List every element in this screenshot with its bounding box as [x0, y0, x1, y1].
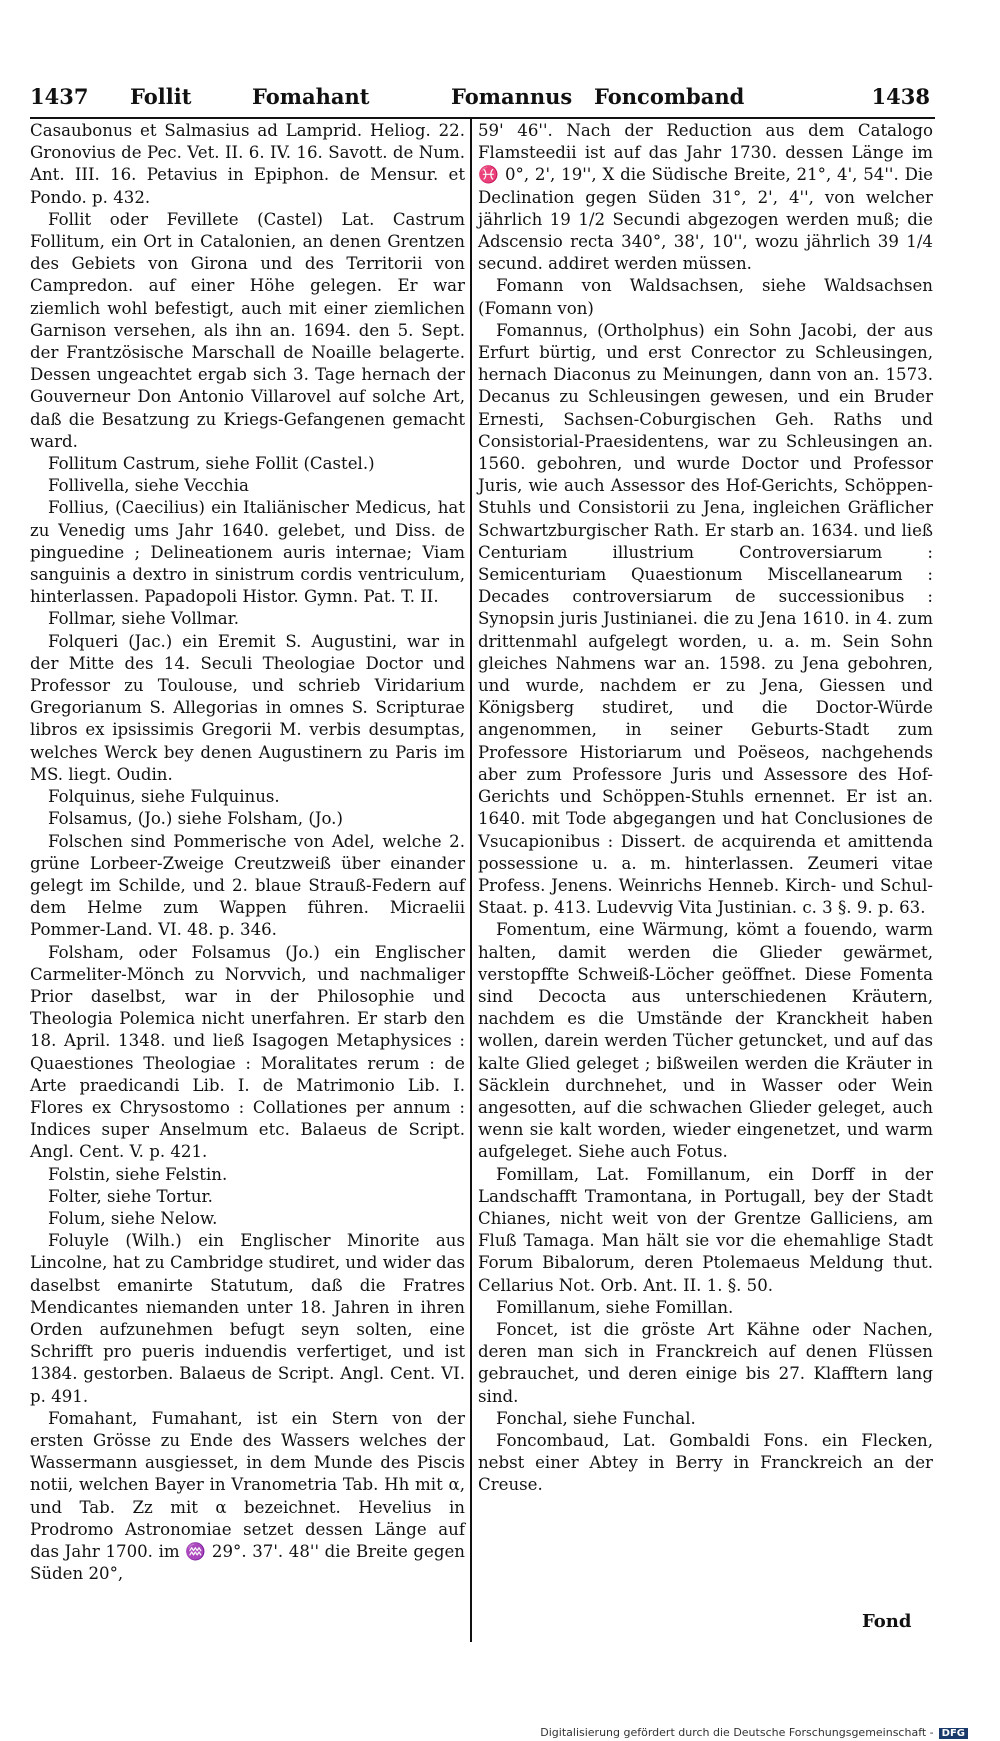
page-number-right: 1438	[871, 84, 930, 109]
right-column	[478, 120, 933, 1497]
lexicon-entry: Foncet, ist die gröste Art Kähne oder Nachen, deren man sich in Franckreich auf denen Flüssen gebrauchet, und deren einige bis 27. Klafftern lang sind.	[478, 1319, 933, 1406]
lexicon-entry: Fomentum, eine Wärmung, kömt a fouendo, warm halten, damit werden die Glieder gewärmet, verstopffte Schweiß-Löcher geöffnet. Diese Fomenta sind Decocta aus unterschiedenen Kräutern, nachdem es die Umstände der Kranckheit haben wollen, darein werden Tücher getuncket, und auf das kalte Glied geleget ; bißweilen werden die Kräuter in Säcklein durchnehet, und in Wasser oder Wein angesotten, auf die schwachen Glieder geleget, auch wenn sie kalt worden, wieder eingenetzet, und warm aufgeleget. Siehe auch Fotus.	[478, 920, 933, 1162]
lexicon-entry: 59' 46''. Nach der Reduction aus dem Catalogo Flamsteedii ist auf das Jahr 1730. dessen Länge im ♓ 0°, 2', 19'', X die Südische Breite, 21°, 4', 54''. Die Declination gegen Süden 31°, 2', 4'', von welcher jährlich 19 1/2 Secundi abgezogen werden muß; die Adscensio recta 340°, 38', 10'', wozu jährlich 39 1/4 secund. addiret werden müssen.	[478, 121, 933, 274]
catchword: Fond	[862, 1611, 912, 1632]
digitization-footer	[540, 1726, 968, 1740]
lexicon-entry: Folsamus, (Jo.) siehe Folsham, (Jo.)	[48, 809, 343, 829]
lexicon-entry: Casaubonus et Salmasius ad Lamprid. Heliog. 22. Gronovius de Pec. Vet. II. 6. IV. 16. Savott. de Num. Ant. III. 16. Petavius in Epiphon. de Mensur. et Pondo. p. 432.	[30, 121, 465, 207]
lexicon-entry: Follmar, siehe Vollmar.	[48, 609, 239, 629]
page-number-left: 1437	[30, 84, 89, 109]
lexicon-entry: Follivella, siehe Vecchia	[48, 476, 249, 496]
lexicon-entry: Folschen sind Pommerische von Adel, welche 2. grüne Lorbeer-Zweige Creutzweiß über einander gelegt im Schilde, und 2. blaue Strauß-Federn auf dem Helme zum Wappen führen. Micraelii Pommer-Land. VI. 48. p. 346.	[30, 831, 465, 940]
lexicon-entry: Fomahant, Fumahant, ist ein Stern von der ersten Grösse zu Ende des Wassers welches der Wassermann ausgiesset, in dem Munde des Piscis notii, welchen Bayer in Vranometria Tab. Hh mit α, und Tab. Zz mit α bezeichnet. Hevelius in Prodromo Astronomiae setzet dessen Länge auf das Jahr 1700. im ♒ 29°. 37'. 48'' die Breite gegen Süden 20°,	[30, 1408, 465, 1584]
lexicon-entry: Folquinus, siehe Fulquinus.	[48, 787, 280, 807]
lexicon-entry: Fomann von Waldsachsen, siehe Waldsachsen (Fomann von)	[478, 276, 933, 318]
lexicon-entry: Foncombaud, Lat. Gombaldi Fons. ein Flecken, nebst einer Abtey in Berry in Franckreich an der Creuse.	[478, 1430, 933, 1495]
header-rule	[30, 117, 935, 119]
lexicon-entry: Folter, siehe Tortur.	[48, 1186, 213, 1206]
footer-text: Digitalisierung gefördert durch die Deutsche Forschungsgemeinschaft -	[540, 1726, 934, 1739]
lexicon-entry: Foluyle (Wilh.) ein Englischer Minorite aus Lincolne, hat zu Cambridge studiret, und wider das daselbst emanirte Statutum, daß die Fratres Mendicantes niemanden unter 18. Jahren in ihren Orden aufzunehmen befugt seyn solten, eine Schrifft pro pueris induendis verfertiget, und ist 1384. gestorben. Balaeus de Script. Angl. Cent. VI. p. 491.	[30, 1231, 465, 1406]
left-column	[30, 120, 465, 1585]
header-word-fomannus: Fomannus	[451, 84, 573, 109]
dfg-logo: DFG	[939, 1728, 968, 1739]
header-word-follit: Follit	[130, 84, 192, 109]
lexicon-entry: Fomillanum, siehe Fomillan.	[496, 1297, 734, 1317]
lexicon-entry: Folum, siehe Nelow.	[48, 1208, 218, 1228]
lexicon-entry: Follius, (Caecilius) ein Italiänischer Medicus, hat zu Venedig ums Jahr 1640. gelebet, und Diss. de pinguedine ; Delineationem auris internae; Viam sanguinis a dextro in sinistrum cordis ventriculum, hinterlassen. Papadopoli Histor. Gymn. Pat. T. II.	[30, 498, 465, 607]
lexicon-entry: Folsham, oder Folsamus (Jo.) ein Englischer Carmeliter-Mönch zu Norvvich, und nachmaliger Prior daselbst, war in der Philosophie und Theologia Polemica nicht unerfahren. Er starb den 18. April. 1348. und ließ Isagogen Metaphysices : Quaestiones Theologiae : Moralitates rerum : de Arte praedicandi Lib. I. de Matrimonio Lib. I. Flores ex Chrysostomo : Collationes per annum : Indices super Anselmum etc. Balaeus de Script. Angl. Cent. V. p. 421.	[30, 942, 465, 1162]
lexicon-entry: Follit oder Fevillete (Castel) Lat. Castrum Follitum, ein Ort in Catalonien, an denen Grentzen des Gebiets von Girona und des Territorii von Campredon. auf einer Höhe gelegen. Er war ziemlich wohl befestigt, auch mit einer ziemlichen Garnison versehen, als ihn an. 1694. den 5. Sept. der Frantzösische Marschall de Noaille belagerte. Dessen ungeachtet ergab sich 3. Tage hernach der Gouverneur Don Antonio Villarovel auf solche Art, daß die Besatzung zu Kriegs-Gefangenen gemacht ward.	[30, 209, 465, 451]
lexicon-entry: Folqueri (Jac.) ein Eremit S. Augustini, war in der Mitte des 14. Seculi Theologiae Doctor und Professor zu Toulouse, und schrieb Viridarium Gregorianum S. Allegorias in omnes S. Scripturae libros ex ipsissimis Gregorii M. verbis desumptas, welches Werck bey denen Augustinern zu Paris im MS. liegt. Oudin.	[30, 631, 465, 784]
header-word-foncomband: Foncomband	[594, 84, 745, 109]
header-word-fomahant: Fomahant	[252, 84, 370, 109]
column-divider	[470, 118, 472, 1642]
running-header	[30, 76, 930, 116]
lexicon-entry: Folstin, siehe Felstin.	[48, 1164, 228, 1184]
lexicon-entry: Fomillam, Lat. Fomillanum, ein Dorff in der Landschafft Tramontana, in Portugall, bey der Stadt Chianes, nicht weit von der Grentze Galliciens, am Fluß Tamaga. Man hält sie vor die ehemahlige Stadt Forum Bibalorum, deren Ptolemaeus Meldung thut. Cellarius Not. Orb. Ant. II. 1. §. 50.	[478, 1164, 933, 1295]
lexicon-entry: Fonchal, siehe Funchal.	[496, 1408, 696, 1428]
lexicon-entry: Fomannus, (Ortholphus) ein Sohn Jacobi, der aus Erfurt bürtig, und erst Conrector zu Schleusingen, hernach Diaconus zu Meinungen, dann von an. 1573. Decanus zu Schleusingen gewesen, und ein Bruder Ernesti, Sachsen-Coburgischen Geh. Raths und Consistorial-Praesidentens, war zu Schleusingen an. 1560. gebohren, und wurde Doctor und Professor Juris, wie auch Assessor des Hof-Gerichts, Schöppen-Stuhls und Consistorii zu Jena, ingleichen Gräflicher Schwartzburgischer Rath. Er starb an. 1634. und ließ Centuriam illustrium Controversiarum : Semicenturiam Quaestionum Miscellanearum : Decades controversiarum de successionibus : Synopsin juris Justinianei. die zu Jena 1610. in 4. zum drittenmahl aufgelegt worden, u. a. m. Sein Sohn gleiches Nahmens war an. 1598. zu Jena gebohren, und wurde, nachdem er zu Jena, Giessen und Königsberg studiret, und die Doctor-Würde angenommen, in seiner Geburts-Stadt zum Professore Historiarum und Poëseos, nachgehends aber zum Professore Juris und Assessore des Hof-Gerichts und Schöppen-Stuhls ernennet. Er ist an. 1640. mit Tode abgegangen und hat Conclusiones de Vsucapionibus : Dissert. de acquirenda et amittenda possessione u. a. m. hinterlassen. Zeumeri vitae Profess. Jenens. Weinrichs Henneb. Kirch- und Schul-Staat. p. 413. Ludevvig Vita Justinian. c. 3 §. 9. p. 63.	[478, 320, 933, 918]
lexicon-entry: Follitum Castrum, siehe Follit (Castel.)	[48, 454, 375, 474]
